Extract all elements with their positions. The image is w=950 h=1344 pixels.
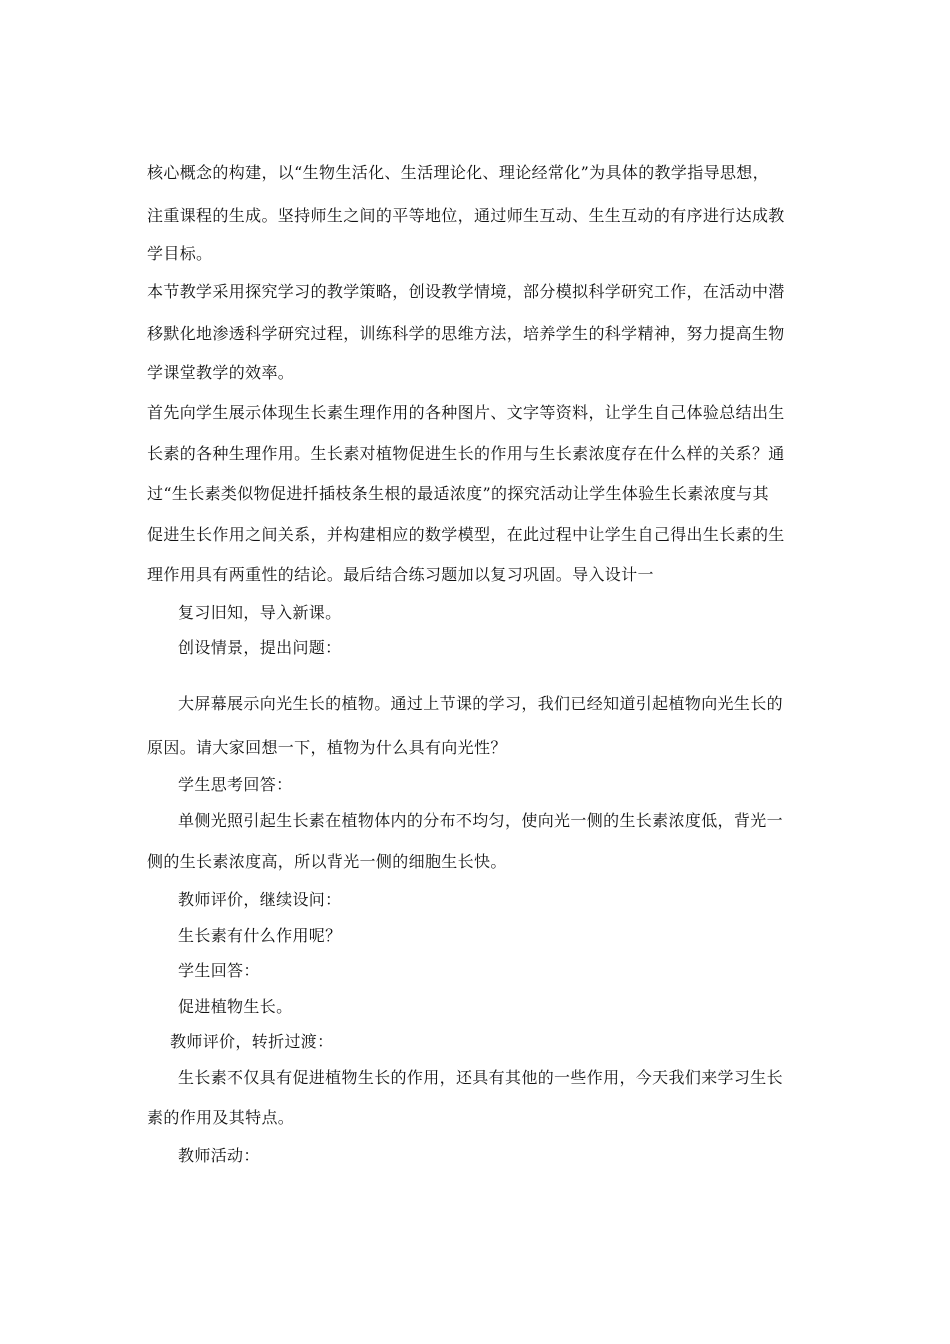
paragraph-line-7: 首先向学生展示体现生长素生理作用的各种图片、文字等资料，让学生自己体验总结出生 [147, 403, 785, 422]
paragraph-line-4: 本节教学采用探究学习的教学策略，创设教学情境，部分模拟科学研究工作，在活动中潜 [147, 282, 785, 301]
paragraph-line-11: 理作用具有两重性的结论。最后结合练习题加以复习巩固。导入设计一 [147, 565, 654, 584]
paragraph-line-17: 单侧光照引起生长素在植物体内的分布不均匀，使向光一侧的生长素浓度低，背光一 [178, 811, 783, 830]
paragraph-line-25: 素的作用及其特点。 [147, 1108, 295, 1127]
paragraph-line-19: 教师评价，继续设问： [178, 890, 342, 909]
paragraph-line-12: 复习旧知，导入新课。 [178, 603, 342, 622]
paragraph-line-14: 大屏幕展示向光生长的植物。通过上节课的学习，我们已经知道引起植物向光生长的 [178, 694, 783, 713]
paragraph-line-24: 生长素不仅具有促进植物生长的作用，还具有其他的一些作用，今天我们来学习生长 [178, 1068, 783, 1087]
paragraph-line-2: 注重课程的生成。坚持师生之间的平等地位，通过师生互动、生生互动的有序进行达成教 [147, 206, 785, 225]
paragraph-line-21: 学生回答： [178, 961, 260, 980]
paragraph-line-16: 学生思考回答： [178, 775, 293, 794]
paragraph-line-15: 原因。请大家回想一下，植物为什么具有向光性？ [147, 738, 507, 757]
paragraph-line-6: 学课堂教学的效率。 [147, 363, 295, 382]
paragraph-line-13: 创设情景，提出问题： [178, 638, 342, 657]
paragraph-line-9: 过“生长素类似物促进扦插枝条生根的最适浓度”的探究活动让学生体验生长素浓度与其 [147, 484, 770, 503]
paragraph-line-22: 促进植物生长。 [178, 997, 293, 1016]
paragraph-line-1: 核心概念的构建，以“生物生活化、生活理论化、理论经常化”为具体的教学指导思想， [147, 163, 770, 182]
paragraph-line-3: 学目标。 [147, 244, 213, 263]
paragraph-line-23: 教师评价，转折过渡： [170, 1032, 334, 1051]
paragraph-line-10: 促进生长作用之间关系，并构建相应的数学模型，在此过程中让学生自己得出生长素的生 [147, 525, 785, 544]
paragraph-line-5: 移默化地渗透科学研究过程，训练科学的思维方法，培养学生的科学精神，努力提高生物 [147, 324, 785, 343]
paragraph-line-20: 生长素有什么作用呢？ [178, 926, 342, 945]
paragraph-line-26: 教师活动： [178, 1146, 260, 1165]
paragraph-line-8: 长素的各种生理作用。生长素对植物促进生长的作用与生长素浓度存在什么样的关系？通 [147, 444, 785, 463]
paragraph-line-18: 侧的生长素浓度高，所以背光一侧的细胞生长快。 [147, 852, 507, 871]
